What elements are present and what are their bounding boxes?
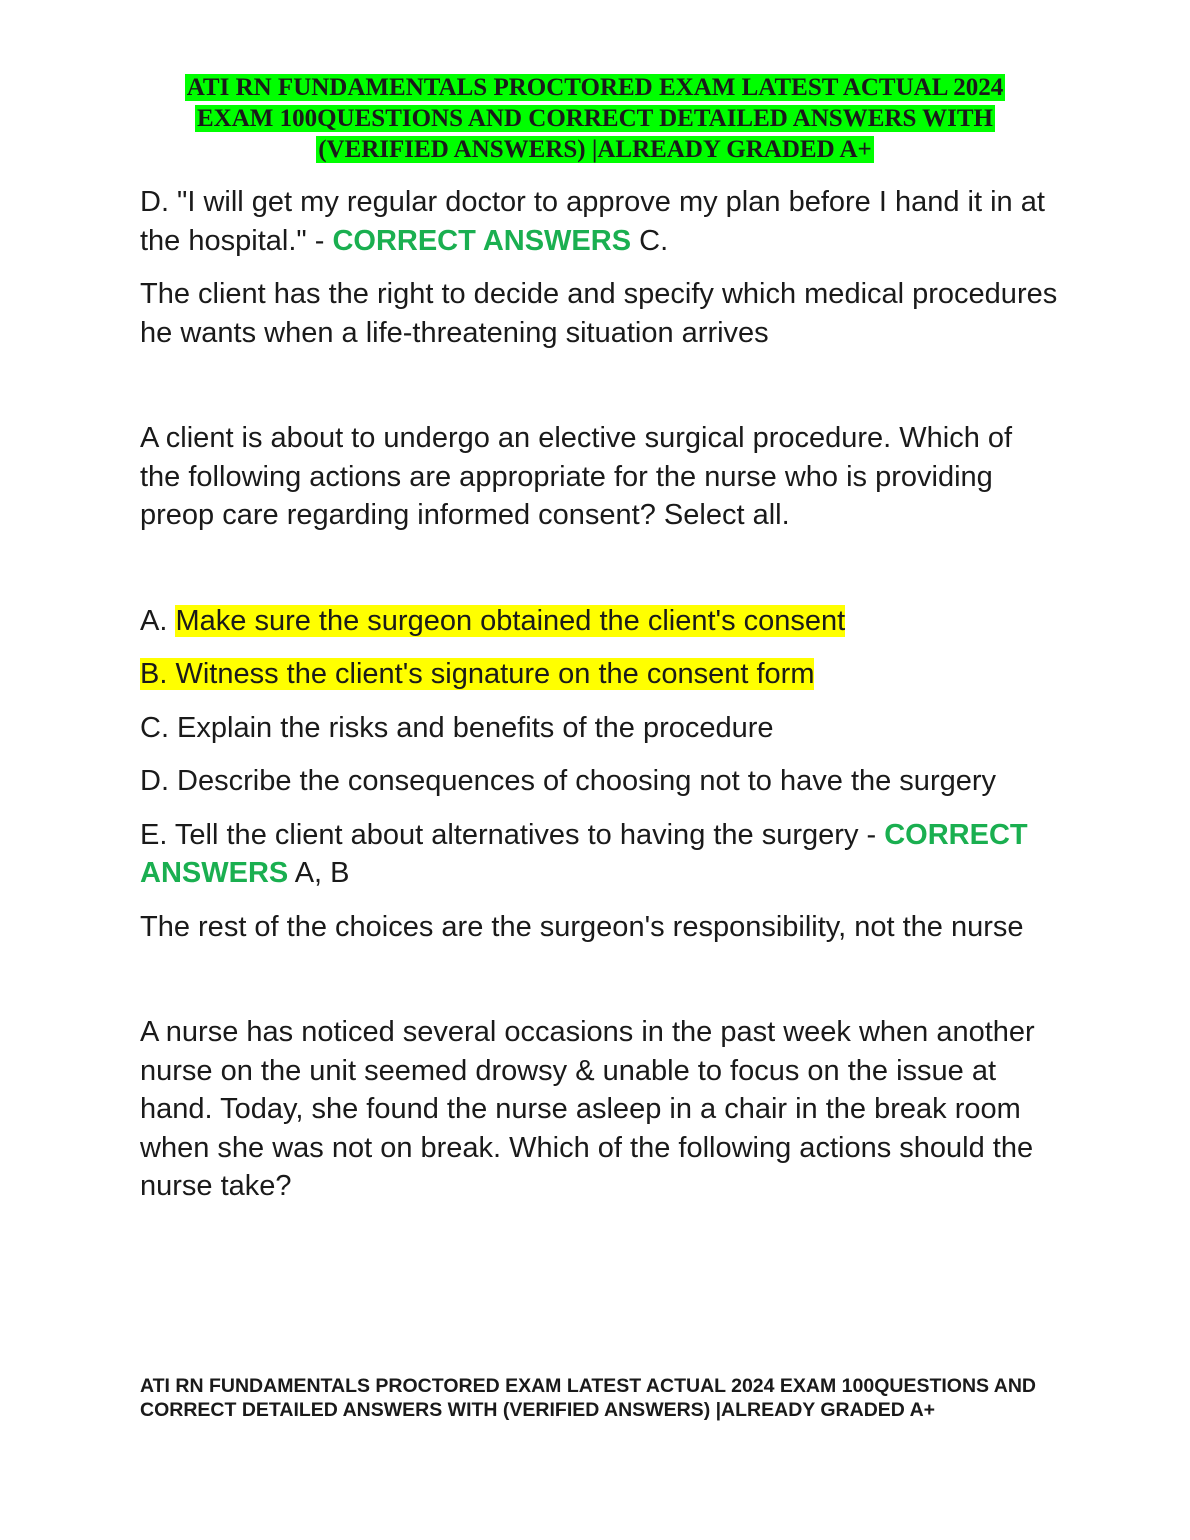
question-2: A client is about to undergo an elective surgical procedure. Which of the following actions are appropriate for the nurse who is providing preop care regarding informed consent? Select all. — [140, 422, 1013, 531]
spacer — [140, 961, 1060, 1013]
document-header — [100, 72, 1090, 165]
header-line-2: EXAM 100QUESTIONS AND CORRECT DETAILED ANSWERS WITH — [196, 105, 993, 132]
option-e: E. Tell the client about alternatives to having the surgery - CORRECT ANSWERS A, B — [140, 818, 1028, 889]
answer-value: C. — [631, 224, 669, 257]
spacer — [140, 550, 1060, 602]
spacer — [140, 367, 1060, 419]
header-line-1: ATI RN FUNDAMENTALS PROCTORED EXAM LATEST ACTUAL 2024 — [186, 74, 1004, 101]
option-a: A. Make sure the surgeon obtained the client's consent — [140, 604, 846, 637]
header-line-3: (VERIFIED ANSWERS) |ALREADY GRADED A+ — [318, 136, 872, 163]
option-a-highlight: Make sure the surgeon obtained the client's consent — [175, 604, 846, 637]
option-b-highlight: B. Witness the client's signature on the consent form — [140, 658, 815, 690]
document-footer: ATI RN FUNDAMENTALS PROCTORED EXAM LATEST ACTUAL 2024 EXAM 100QUESTIONS AND CORRECT DETAILED ANSWERS WITH (VERIFIED ANSWERS) |ALREADY GRADED A+ — [140, 1375, 1037, 1421]
answer-value: A, B — [288, 857, 350, 889]
option-d: D. Describe the consequences of choosing not to have the surgery — [140, 765, 997, 797]
correct-answers-label: CORRECT ANSWERS — [140, 818, 1028, 889]
question-1-tail: D. "I will get my regular doctor to approve my plan before I hand it in at the hospital." - CORRECT ANSWERS C. — [140, 186, 1045, 257]
question-3: A nurse has noticed several occasions in the past week when another nurse on the unit seemed drowsy & unable to focus on the issue at hand. Today, she found the nurse asleep in a chair in the break room when she was not on break. Which of the following actions should the nurse take? — [140, 1016, 1035, 1202]
rationale-2: The rest of the choices are the surgeon's responsibility, not the nurse — [140, 910, 1024, 943]
option-c: C. Explain the risks and benefits of the procedure — [140, 711, 774, 744]
option-b — [140, 655, 1060, 694]
document-body — [140, 183, 1060, 1221]
correct-answers-label: CORRECT ANSWERS — [332, 224, 632, 257]
rationale-1: The client has the right to decide and specify which medical procedures he wants when a life-threatening situation arrives — [140, 278, 1058, 349]
